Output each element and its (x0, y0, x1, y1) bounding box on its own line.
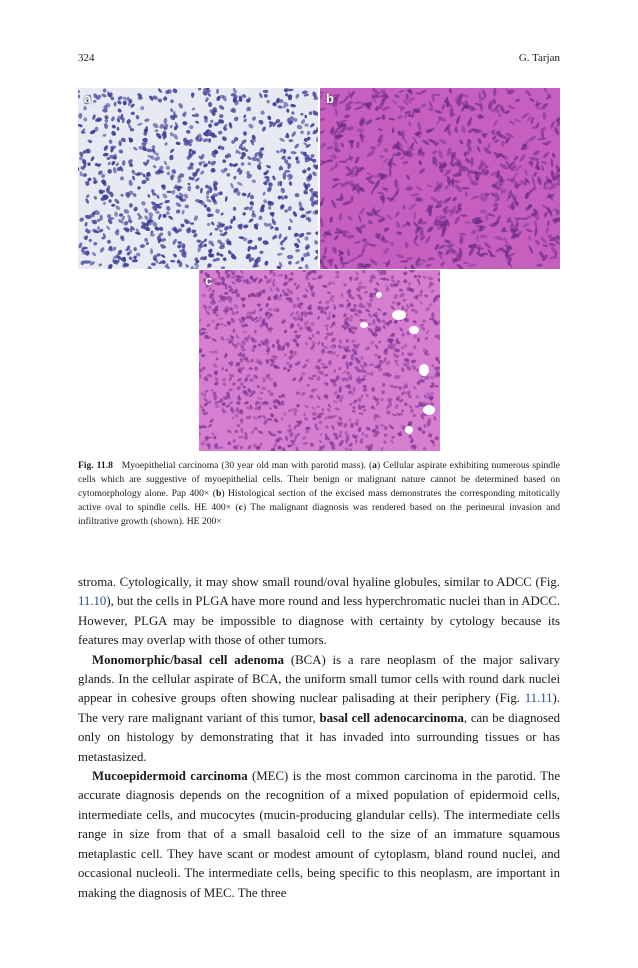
paragraph-plga (78, 573, 560, 651)
caption-ref-c: c (238, 502, 243, 513)
body-text (78, 573, 560, 903)
paragraph-mucoepidermoid (78, 767, 560, 903)
caption-text-4: ) The malignant diagnosis was rendered based on the perineural invasion and infiltrative growth (shown). HE 200× (78, 502, 560, 527)
caption-ref-a: a (372, 460, 377, 471)
term-basal-cell-adenoma: Monomorphic/basal cell adenoma (92, 652, 285, 667)
paragraph-text: (MEC) is the most common carcinoma in the parotid. The accurate diagnosis depends on the recognition of a mixed population of epidermoid cells, intermediate cells, and mucocytes (mucin-producing glandular cells). The intermediate cells range in size from that of a small basaloid cell to the size of an immature squamous metaplastic cell. They have scant or modest amount of cytoplasm, bland round nuclei, and occasional nucleoli. The intermediate cells, being specific to this neoplasm, are important in making the diagnosis of MEC. The three (78, 769, 560, 900)
panel-label-b: b (326, 91, 334, 106)
micrograph-b-image (320, 88, 560, 269)
term-basal-cell-adenocarcinoma: basal cell adenocarcinoma (319, 710, 464, 725)
figure-link-11-11[interactable]: 11.11 (524, 691, 553, 706)
figure-caption (78, 459, 560, 529)
page-number: 324 (78, 52, 95, 64)
paragraph-text: ), but the cells in PLGA have more round and less hyperchromatic nuclei than in ADCC. However, PLGA may be impossible to diagnose with certainty by cytology because its features may overlap with those of other tumors. (78, 594, 560, 648)
figure-panel-b (320, 88, 560, 269)
panel-label-c: c (205, 273, 213, 288)
panel-label-a: a (84, 91, 92, 106)
figure-link-11-10[interactable]: 11.10 (78, 594, 107, 609)
caption-text-1: Myoepithelial carcinoma (30 year old man with parotid mass). ( (121, 460, 373, 471)
paragraph-text: stroma. Cytologically, it may show small round/oval hyaline globules, similar to ADCC (Fig. (78, 575, 560, 589)
paragraph-text: ). The very rare malignant variant of this tumor, (78, 691, 560, 725)
paragraph-text: (BCA) is a rare neoplasm of the major salivary glands. In the cellular aspirate of BCA, the uniform small tumor cells with round dark nuclei appear in cohesive groups often showing nuclear palisading at their periphery (Fig. (78, 652, 560, 706)
caption-text-3: ) Histological section of the excised mass demonstrates the corresponding mitotically active oval to spindle cells. HE 400× ( (78, 488, 560, 513)
micrograph-c-image (199, 270, 440, 451)
micrograph-a-image (78, 88, 318, 269)
figure-panel-c (199, 270, 440, 451)
paragraph-text: , can be diagnosed only on histology by demonstrating that it has invaded into surrounding tissues or has metastasized. (78, 710, 560, 764)
paragraph-basal-cell-adenoma (78, 651, 560, 767)
running-author: G. Tarjan (518, 52, 560, 64)
figure-panel-a (78, 88, 318, 269)
caption-text-2: ) Cellular aspirate exhibiting numerous spindle cells which are suggestive of myoepithelial cells. Their benign or malignant nature cannot be determined based on cytomorphology alone. Pap 400× ( (78, 460, 561, 499)
caption-ref-b: b (215, 488, 222, 499)
figure-label: Fig. 11.8 (78, 460, 113, 471)
term-mucoepidermoid-carcinoma: Mucoepidermoid carcinoma (92, 769, 248, 784)
